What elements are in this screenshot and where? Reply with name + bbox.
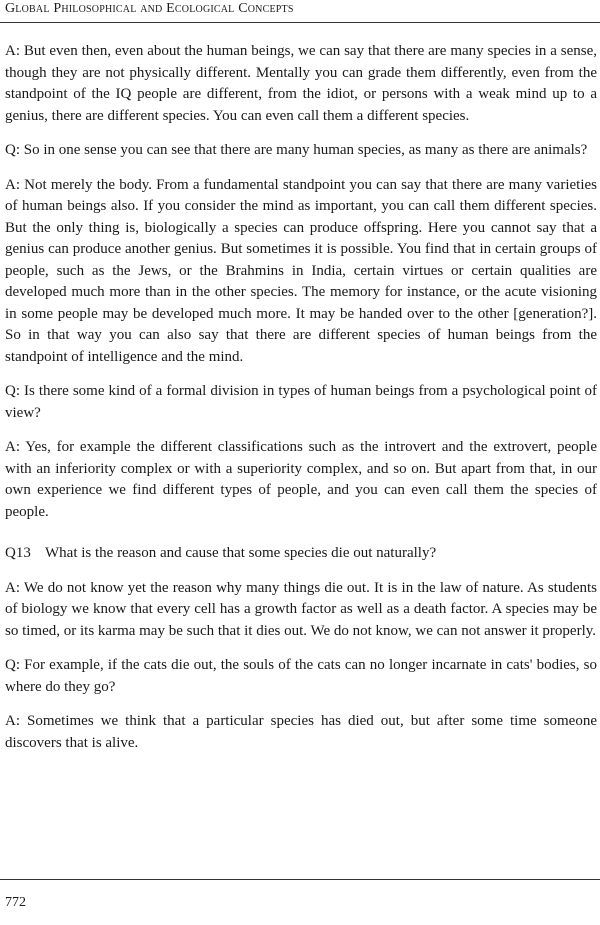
answer-paragraph: A: But even then, even about the human beings, we can say that there are many species in a sense, though they are not physically different. Mentally you can grade them differently, even from the standpoint of the IQ people are different, from the idiot, or persons with a weak mind up to a genius, there are different species. You can even call them a different species. (5, 43, 597, 124)
footer-rule (0, 879, 600, 880)
question-number: Q13 (5, 545, 31, 561)
question-paragraph: Q: For example, if the cats die out, the souls of the cats can no longer incarnate in cats' bodies, so where do they go? (5, 657, 597, 695)
answer-paragraph: A: Sometimes we think that a particular species has died out, but after some time someone discovers that is alive. (5, 713, 597, 751)
header-rule (0, 22, 600, 23)
question-paragraph: Q: So in one sense you can see that there are many human species, as many as there are animals? (5, 142, 588, 158)
question-text: What is the reason and cause that some species die out naturally? (45, 545, 437, 561)
page-body (5, 41, 597, 767)
answer-paragraph: A: Yes, for example the different classifications such as the introvert and the extrovert, people with an inferiority complex or with a superiority complex, and so on. But apart from that, in our own experience we find different types of people, and you can even call them the species of people. (5, 439, 597, 520)
question-13 (5, 543, 597, 565)
answer-paragraph: A: We do not know yet the reason why many things die out. It is in the law of nature. As students of biology we know that every cell has a growth factor as well as a death factor. A species may be so timed, or its karma may be such that it dies out. We do not know, we can not answer it properly. (5, 579, 597, 639)
question-paragraph: Q: Is there some kind of a formal division in types of human beings from a psychological point of view? (5, 383, 597, 421)
running-head: Global Philosophical and Ecological Concepts (5, 1, 294, 16)
page-number: 772 (5, 895, 26, 910)
answer-paragraph: A: Not merely the body. From a fundamental standpoint you can say that there are many varieties of human beings also. If you consider the mind as important, you can call them different species. But the only thing is, biologically a species can produce offspring. Here you cannot say that a genius can produce another genius. But sometimes it is possible. You find that in certain groups of people, such as the Jews, or the Brahmins in India, certain virtues or certain qualities are developed much more than in the other species. The memory for instance, or the acute visioning in some people may be developed much more. It may be handed over to the other [generation?]. So in that way you can also say that there are different species of human beings from the standpoint of intelligence and the mind. (5, 176, 597, 365)
